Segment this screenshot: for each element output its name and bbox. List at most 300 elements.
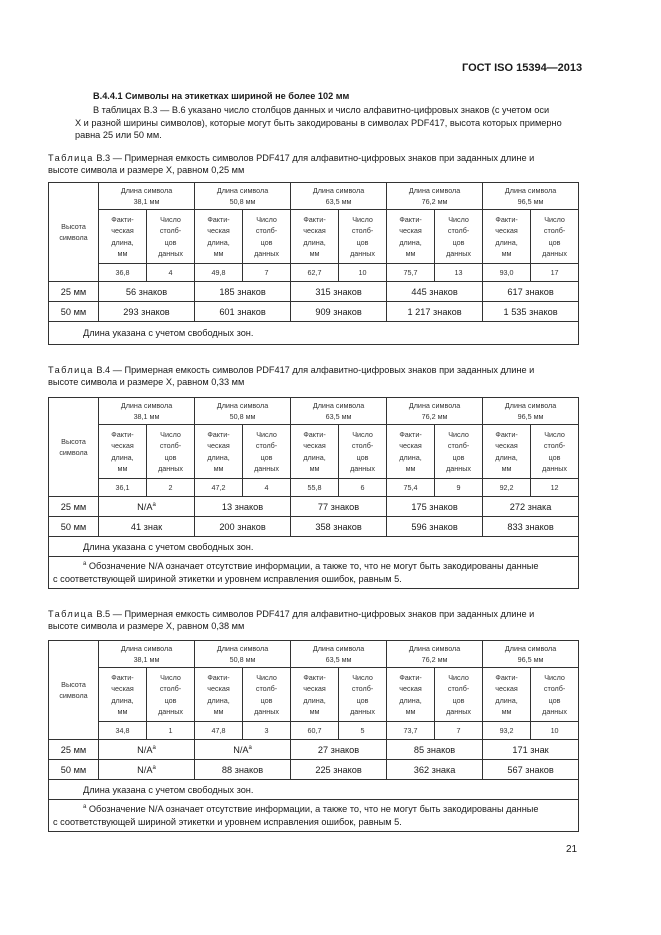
length-value: 76,2 мм (421, 655, 448, 664)
subvalue-cell: 60,7 (291, 722, 339, 740)
header-text: длина, (303, 695, 326, 705)
header-text: мм (309, 464, 320, 473)
caption-line: высоте символа и размере X, равном 0,33 мм (48, 377, 245, 388)
subvalue-cell: 75,7 (387, 264, 435, 282)
header-text: длина, (303, 452, 326, 462)
header-text: цов (356, 695, 369, 705)
header-row (49, 641, 579, 668)
capacity-cell (387, 740, 483, 760)
caption-line: высоте символа и размере X, равном 0,25 мм (48, 165, 245, 176)
length-label: Длина символа (408, 643, 461, 653)
header-text: мм (213, 464, 224, 473)
capacity-cell (195, 740, 291, 760)
header-text: Факти- (207, 672, 230, 682)
table-note: Длина указана с учетом свободных зон. (49, 537, 579, 557)
length-label: Длина символа (504, 185, 557, 195)
length-group-header (291, 183, 387, 210)
header-text: столб- (351, 684, 374, 693)
subvalue-cell: 4 (147, 264, 195, 282)
length-group-header (483, 641, 579, 668)
header-text: Число (544, 672, 565, 682)
table-note: Длина указана с учетом свободных зон. (49, 322, 579, 345)
height-cell: 25 мм (49, 497, 99, 517)
subvalue-cell: 47,2 (195, 479, 243, 497)
header-text: данных (254, 249, 279, 258)
subvalue-cell: 93,2 (483, 722, 531, 740)
header-text: длина, (495, 452, 518, 462)
header-text: цов (548, 452, 561, 462)
header-text: данных (254, 464, 279, 473)
capacity-cell (387, 517, 483, 537)
footnote-mark: a (83, 803, 87, 810)
header-text: столб- (255, 441, 278, 450)
length-group-header (387, 398, 483, 425)
capacity-value: 88 знаков (221, 764, 264, 775)
length-group-header (291, 398, 387, 425)
page-number: 21 (566, 844, 578, 855)
length-group-header (387, 641, 483, 668)
capacity-cell (195, 760, 291, 780)
capacity-cell (195, 497, 291, 517)
footnote-line: с соответствующей шириной этикетки и уровнем исправления ошибок, равным 5. (53, 816, 402, 827)
header-text: данных (542, 464, 568, 473)
header-text: мм (117, 707, 128, 716)
length-label: Длина символа (120, 185, 173, 195)
capacity-cell (291, 497, 387, 517)
height-cell: 25 мм (49, 282, 99, 302)
subheader-row (49, 668, 579, 722)
header-text: столб- (543, 226, 566, 235)
subvalue-cell: 10 (339, 264, 387, 282)
data-columns-header (243, 668, 291, 722)
data-columns-header (339, 668, 387, 722)
table-row (49, 517, 579, 537)
length-label: Длина символа (504, 643, 557, 653)
capacity-cell (483, 497, 579, 517)
capacity-value: 909 знаков (315, 306, 362, 317)
length-value: 50,8 мм (229, 197, 256, 206)
header-text: Число (352, 429, 373, 439)
header-text: длина, (495, 695, 518, 705)
subvalue-cell: 12 (531, 479, 579, 497)
footnote-row (49, 800, 579, 832)
header-text: длина, (303, 237, 326, 247)
header-text: цов (452, 237, 465, 247)
capacity-cell (483, 282, 579, 302)
length-group-header (291, 641, 387, 668)
data-columns-header (243, 425, 291, 479)
header-text: Число (160, 429, 181, 439)
capacity-value: 56 знаков (125, 286, 168, 297)
header-text: ческая (303, 441, 326, 450)
header-text: Высота (61, 436, 86, 446)
capacity-value: 272 знака (509, 501, 552, 512)
capacity-value: 85 знаков (413, 744, 456, 755)
actual-length-header (195, 668, 243, 722)
subvalue-cell: 55,8 (291, 479, 339, 497)
subvalue-cell: 1 (147, 722, 195, 740)
footnote-line: Обозначение N/A означает отсутствие информации, а также то, что не могут быть закодированы данные (88, 561, 539, 571)
intro-line: X и разной ширины символов), которые могут быть закодированы в символах PDF417, высота которых примерно (75, 117, 562, 128)
capacity-cell (291, 760, 387, 780)
header-text: данных (542, 249, 568, 258)
header-text: Факти- (303, 429, 326, 439)
subvalue-cell: 2 (147, 479, 195, 497)
footnote-mark: a (152, 764, 156, 771)
length-group-header (99, 641, 195, 668)
caption-line: высоте символа и размере X, равном 0,38 мм (48, 621, 245, 632)
header-text: ческая (495, 226, 518, 235)
header-text: Факти- (495, 672, 518, 682)
capacity-cell (195, 302, 291, 322)
header-text: цов (548, 237, 561, 247)
capacity-cell (291, 282, 387, 302)
length-group-header (387, 183, 483, 210)
height-cell: 25 мм (49, 740, 99, 760)
subvalue-cell: 62,7 (291, 264, 339, 282)
actual-length-header (291, 210, 339, 264)
header-text: мм (117, 464, 128, 473)
length-label: Длина символа (408, 400, 461, 410)
header-text: длина, (207, 695, 230, 705)
table-label: Таблица (48, 365, 94, 375)
header-text: данных (158, 464, 183, 473)
header-text: данных (446, 707, 471, 716)
subvalue-cell: 49,8 (195, 264, 243, 282)
table-row (49, 497, 579, 517)
subvalue-cell: 13 (435, 264, 483, 282)
header-text: ческая (399, 226, 422, 235)
table-footnote (49, 557, 579, 589)
header-text: ческая (495, 441, 518, 450)
data-columns-header (435, 425, 483, 479)
header-text: Факти- (111, 429, 134, 439)
header-text: Факти- (399, 672, 422, 682)
length-value: 63,5 мм (325, 655, 352, 664)
header-text: длина, (495, 237, 518, 247)
capacity-cell (387, 497, 483, 517)
subvalue-cell: 10 (531, 722, 579, 740)
header-text: длина, (207, 452, 230, 462)
capacity-cell (291, 740, 387, 760)
capacity-value: 175 знаков (411, 501, 458, 512)
height-cell: 50 мм (49, 302, 99, 322)
capacity-value: 41 знак (130, 521, 163, 532)
header-text: мм (501, 464, 512, 473)
capacity-value: N/A (137, 764, 153, 775)
header-text: ческая (111, 441, 134, 450)
capacity-value: 293 знаков (123, 306, 170, 317)
note-row (49, 780, 579, 800)
actual-length-header (99, 210, 147, 264)
height-column-header (49, 398, 99, 497)
header-text: длина, (207, 237, 230, 247)
data-columns-header (147, 210, 195, 264)
header-text: Число (544, 214, 565, 224)
data-columns-header (147, 425, 195, 479)
length-value: 50,8 мм (229, 412, 256, 421)
header-text: Факти- (303, 214, 326, 224)
header-text: Число (256, 214, 277, 224)
capacity-table (48, 397, 579, 589)
header-text: символа (59, 233, 88, 242)
capacity-value: 358 знаков (315, 521, 362, 532)
footnote-mark: a (248, 744, 252, 751)
header-text: длина, (111, 452, 134, 462)
document-code: ГОСТ ISO 15394—2013 (462, 62, 583, 74)
actual-length-header (387, 425, 435, 479)
capacity-value: N/A (233, 744, 249, 755)
capacity-value: 171 знак (512, 744, 549, 755)
header-text: мм (501, 249, 512, 258)
length-label: Длина символа (312, 643, 365, 653)
data-columns-header (531, 668, 579, 722)
header-text: Число (160, 214, 181, 224)
height-cell: 50 мм (49, 760, 99, 780)
header-text: ческая (111, 226, 134, 235)
caption-line: B.4 — Примерная емкость символов PDF417 для алфавитно-цифровых знаков при заданных длине и (93, 365, 535, 375)
header-text: мм (309, 249, 320, 258)
header-text: ческая (207, 684, 230, 693)
header-text: ческая (111, 684, 134, 693)
subvalue-cell: 3 (243, 722, 291, 740)
header-text: цов (356, 452, 369, 462)
length-group-header (483, 183, 579, 210)
actual-length-header (387, 210, 435, 264)
length-group-header (195, 183, 291, 210)
footnote-mark: a (152, 744, 156, 751)
header-text: мм (117, 249, 128, 258)
actual-length-header (483, 425, 531, 479)
capacity-cell (99, 760, 195, 780)
header-text: Высота (61, 679, 86, 689)
header-text: Факти- (303, 672, 326, 682)
header-text: Число (256, 429, 277, 439)
header-text: ческая (495, 684, 518, 693)
header-text: данных (446, 464, 471, 473)
capacity-value: 567 знаков (507, 764, 554, 775)
table-label: Таблица (48, 153, 94, 163)
header-text: Факти- (207, 214, 230, 224)
header-text: данных (350, 249, 375, 258)
intro-line: В таблицах B.3 — B.6 указано число столбцов данных и число алфавитно-цифровых знаков (с учетом оси (93, 105, 550, 115)
header-row (49, 183, 579, 210)
header-text: Факти- (399, 214, 422, 224)
length-value: 63,5 мм (325, 412, 352, 421)
actual-length-header (387, 668, 435, 722)
header-text: цов (164, 452, 177, 462)
header-text: Число (448, 672, 469, 682)
table-row (49, 760, 579, 780)
actual-length-header (291, 668, 339, 722)
capacity-value: 315 знаков (315, 286, 362, 297)
length-label: Длина символа (408, 185, 461, 195)
footnote-mark: a (152, 501, 156, 508)
table-row (49, 282, 579, 302)
length-label: Длина символа (504, 400, 557, 410)
header-text: Число (160, 672, 181, 682)
header-text: мм (405, 707, 416, 716)
table-row (49, 740, 579, 760)
header-text: Число (352, 672, 373, 682)
capacity-cell (291, 302, 387, 322)
header-text: Факти- (111, 214, 134, 224)
subvalue-cell: 34,8 (99, 722, 147, 740)
header-text: длина, (111, 237, 134, 247)
subvalue-cell: 73,7 (387, 722, 435, 740)
header-text: столб- (447, 226, 470, 235)
subvalue-cell: 36,1 (99, 479, 147, 497)
capacity-value: 200 знаков (219, 521, 266, 532)
header-text: Факти- (495, 429, 518, 439)
capacity-value: 1 217 знаков (407, 306, 462, 317)
section-title: B.4.4.1 Символы на этикетках шириной не более 102 мм (93, 91, 350, 101)
capacity-value: 445 знаков (411, 286, 458, 297)
table-footnote (49, 800, 579, 832)
data-columns-header (339, 425, 387, 479)
header-text: ческая (303, 684, 326, 693)
subvalue-row (49, 264, 579, 282)
actual-length-header (483, 210, 531, 264)
subvalue-cell: 4 (243, 479, 291, 497)
length-group-header (195, 398, 291, 425)
data-columns-header (339, 210, 387, 264)
header-text: столб- (351, 226, 374, 235)
length-value: 63,5 мм (325, 197, 352, 206)
header-text: длина, (399, 695, 422, 705)
data-columns-header (531, 425, 579, 479)
actual-length-header (195, 210, 243, 264)
header-text: Число (448, 429, 469, 439)
footnote-line: с соответствующей шириной этикетки и уровнем исправления ошибок, равным 5. (53, 573, 402, 584)
capacity-cell (387, 282, 483, 302)
length-label: Длина символа (216, 643, 269, 653)
intro-paragraph (75, 104, 585, 142)
header-text: ческая (303, 226, 326, 235)
header-text: данных (350, 464, 375, 473)
header-text: длина, (111, 695, 134, 705)
header-row (49, 398, 579, 425)
subheader-row (49, 210, 579, 264)
capacity-cell (291, 517, 387, 537)
header-text: мм (501, 707, 512, 716)
capacity-table (48, 182, 579, 345)
length-label: Длина символа (312, 400, 365, 410)
header-text: столб- (255, 684, 278, 693)
capacity-table (48, 640, 579, 832)
length-label: Длина символа (216, 185, 269, 195)
data-columns-header (435, 210, 483, 264)
header-text: Число (448, 214, 469, 224)
capacity-cell (483, 517, 579, 537)
header-text: цов (260, 452, 273, 462)
capacity-cell (99, 302, 195, 322)
caption-line: B.3 — Примерная емкость символов PDF417 для алфавитно-цифровых знаков при заданных длине и (93, 153, 535, 163)
length-value: 96,5 мм (517, 655, 544, 664)
header-text: Число (544, 429, 565, 439)
actual-length-header (99, 668, 147, 722)
footnote-line: Обозначение N/A означает отсутствие информации, а также то, что не могут быть закодированы данные (88, 804, 539, 814)
header-text: Факти- (399, 429, 422, 439)
height-column-header (49, 183, 99, 282)
length-label: Длина символа (216, 400, 269, 410)
subvalue-cell: 7 (243, 264, 291, 282)
capacity-cell (387, 760, 483, 780)
header-text: символа (59, 448, 88, 457)
length-value: 50,8 мм (229, 655, 256, 664)
header-text: данных (446, 249, 471, 258)
actual-length-header (291, 425, 339, 479)
actual-length-header (195, 425, 243, 479)
header-text: данных (542, 707, 568, 716)
header-text: Факти- (111, 672, 134, 682)
subvalue-cell: 5 (339, 722, 387, 740)
data-columns-header (531, 210, 579, 264)
header-text: Факти- (207, 429, 230, 439)
capacity-cell (195, 282, 291, 302)
header-text: столб- (255, 226, 278, 235)
header-text: Число (352, 214, 373, 224)
capacity-cell (99, 497, 195, 517)
header-text: Факти- (495, 214, 518, 224)
subvalue-cell: 92,2 (483, 479, 531, 497)
length-value: 76,2 мм (421, 197, 448, 206)
caption-line: B.5 — Примерная емкость символов PDF417 для алфавитно-цифровых знаков при заданных длине и (93, 609, 535, 619)
subvalue-cell: 9 (435, 479, 483, 497)
capacity-value: 601 знаков (219, 306, 266, 317)
footnote-mark: a (83, 560, 87, 567)
header-text: длина, (399, 452, 422, 462)
capacity-value: 596 знаков (411, 521, 458, 532)
header-text: столб- (447, 441, 470, 450)
header-text: цов (452, 452, 465, 462)
length-value: 76,2 мм (421, 412, 448, 421)
header-text: столб- (447, 684, 470, 693)
header-text: мм (405, 464, 416, 473)
header-text: Высота (61, 221, 86, 231)
subvalue-cell: 36,8 (99, 264, 147, 282)
intro-line: равна 25 или 50 мм. (75, 130, 162, 141)
capacity-cell (99, 282, 195, 302)
capacity-cell (99, 740, 195, 760)
length-value: 38,1 мм (133, 412, 160, 421)
length-value: 96,5 мм (517, 412, 544, 421)
header-text: столб- (351, 441, 374, 450)
header-text: цов (164, 237, 177, 247)
header-text: ческая (207, 226, 230, 235)
capacity-cell (483, 302, 579, 322)
height-cell: 50 мм (49, 517, 99, 537)
footnote-row (49, 557, 579, 589)
capacity-value: N/A (137, 501, 153, 512)
length-value: 38,1 мм (133, 655, 160, 664)
header-text: цов (164, 695, 177, 705)
table-caption (48, 364, 588, 389)
header-text: ческая (399, 441, 422, 450)
note-row (49, 322, 579, 345)
length-group-header (195, 641, 291, 668)
capacity-cell (99, 517, 195, 537)
table-label: Таблица (48, 609, 94, 619)
length-label: Длина символа (120, 400, 173, 410)
header-text: цов (356, 237, 369, 247)
data-columns-header (243, 210, 291, 264)
subvalue-row (49, 479, 579, 497)
capacity-cell (483, 740, 579, 760)
header-text: мм (309, 707, 320, 716)
header-text: столб- (543, 684, 566, 693)
data-columns-header (435, 668, 483, 722)
